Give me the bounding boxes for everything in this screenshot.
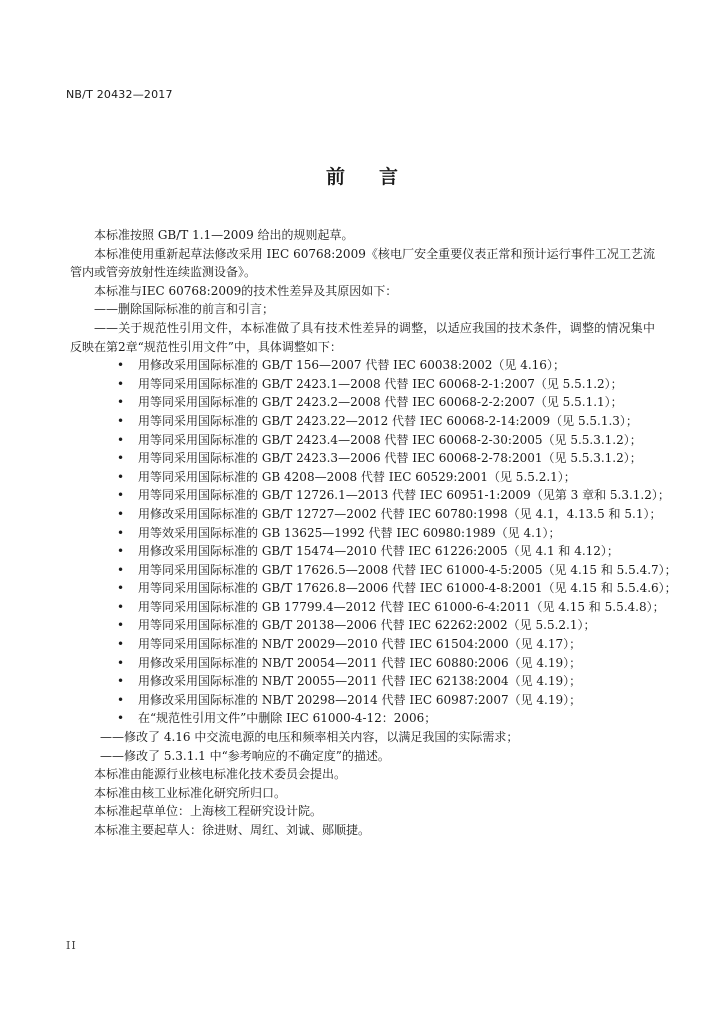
paragraph: ——删除国际标准的前言和引言； [94,302,275,317]
list-item: • 用等同采用国际标准的 GB/T 2423.4—2008 代替 IEC 60068-2-30:2005（见 5.5.3.1.2）； [70,431,655,450]
list-item: • 用等效采用国际标准的 GB 13625—1992 代替 IEC 60980:1989（见 4.1）； [70,524,655,543]
list-item: • 用等同采用国际标准的 GB/T 2423.1—2008 代替 IEC 60068-2-1:2007（见 5.5.1.2）； [70,375,655,394]
list-item: • 用等同采用国际标准的 GB/T 17626.5—2008 代替 IEC 61000-4-5:2005（见 4.15 和 5.5.4.7）； [70,561,655,580]
list-item: • 用等同采用国际标准的 GB/T 20138—2006 代替 IEC 62262:2002（见 5.5.2.1）； [70,616,655,635]
bullet-icon: • [117,599,125,614]
bullet-icon: • [117,692,125,707]
bullet-icon: • [117,395,125,410]
paragraph: 本标准主要起草人：徐进财、周红、刘诚、郧顺捷。 [94,823,371,837]
list-item: • 用修改采用国际标准的 GB/T 12727—2002 代替 IEC 60780:1998（见 4.1，4.13.5 和 5.1）； [70,505,655,524]
bullet-icon: • [117,506,125,521]
paragraph: 本标准与IEC 60768:2009的技术性差异及其原因如下： [94,283,398,298]
list-item: • 用修改采用国际标准的 NB/T 20298—2014 代替 IEC 60987:2007（见 4.19）； [70,691,655,710]
list-item: • 在“规范性引用文件”中删除 IEC 61000-4-12：2006； [70,709,655,728]
bullet-icon: • [117,469,125,484]
list-item: • 用等同采用国际标准的 NB/T 20029—2010 代替 IEC 61504:2000（见 4.17）； [70,635,655,654]
bullet-icon: • [117,637,125,652]
bullet-icon: • [117,376,125,391]
bullet-icon: • [117,432,125,447]
list-item: • 用等同采用国际标准的 GB 17799.4—2012 代替 IEC 61000-6-4:2011（见 4.15 和 5.5.4.8）； [70,598,655,617]
bullet-icon: • [117,674,125,689]
list-item: • 用修改采用国际标准的 NB/T 20054—2011 代替 IEC 60880:2006（见 4.19）； [70,654,655,673]
bullet-icon: • [117,451,125,466]
list-item: • 用等同采用国际标准的 GB/T 2423.2—2008 代替 IEC 60068-2-2:2007（见 5.5.1.1）； [70,393,655,412]
title-char-2: 言 [379,166,399,188]
page-number: II [66,939,77,952]
paragraph: 本标准起草单位：上海核工程研究设计院。 [94,804,323,819]
paragraph: 本标准由能源行业核电标准化技术委员会提出。 [94,767,347,782]
bullet-icon: • [117,711,125,726]
bullet-icon: • [117,358,125,373]
bullet-icon: • [117,618,125,633]
paragraph: ——关于规范性引用文件，本标准做了具有技术性差异的调整，以适应我国的技术条件，调整的情况集中反映在第2章“规范性引用文件”中，具体调整如下： [70,320,655,354]
list-item: • 用等同采用国际标准的 GB 4208—2008 代替 IEC 60529:2001（见 5.5.2.1）； [70,468,655,487]
list-item: • 用修改采用国际标准的 GB/T 15474—2010 代替 IEC 61226:2005（见 4.1 和 4.12）； [70,542,655,561]
list-item: • 用等同采用国际标准的 GB/T 17626.8—2006 代替 IEC 61000-4-8:2001（见 4.15 和 5.5.4.6）； [70,579,655,598]
page-title [0,162,724,189]
list-item: • 用等同采用国际标准的 GB/T 2423.22—2012 代替 IEC 60068-2-14:2009（见 5.5.1.3）； [70,412,655,431]
document-number: NB/T 20432—2017 [66,88,173,101]
paragraph: 本标准按照 GB/T 1.1—2009 给出的规则起草。 [94,228,354,242]
title-char-1: 前 [325,166,345,188]
dash-item: ——修改了 5.3.1.1 中“参考响应的不确定度”的描述。 [100,748,390,763]
bullet-icon: • [117,655,125,670]
paragraph: 本标准由核工业标准化研究所归口。 [94,785,287,800]
bullet-icon: • [117,562,125,577]
list-item: • 用等同采用国际标准的 GB/T 2423.3—2006 代替 IEC 60068-2-78:2001（见 5.5.3.1.2）； [70,449,655,468]
bullet-icon: • [117,413,125,428]
list-item: • 用修改采用国际标准的 GB/T 156—2007 代替 IEC 60038:2002（见 4.16）； [70,356,655,375]
bullet-icon: • [117,488,125,503]
list-item: • 用等同采用国际标准的 GB/T 12726.1—2013 代替 IEC 60951-1:2009（见第 3 章和 5.3.1.2）； [70,486,655,505]
dash-item: ——修改了 4.16 中交流电源的电压和频率相关内容，以满足我国的实际需求； [100,730,519,745]
paragraph: 本标准使用重新起草法修改采用 IEC 60768:2009《核电厂安全重要仪表正常和预计运行事件工况工艺流管内或管旁放射性连续监测设备》。 [70,246,655,280]
foreword-body [70,226,677,840]
bullet-icon: • [117,581,125,596]
list-item: • 用修改采用国际标准的 NB/T 20055—2011 代替 IEC 62138:2004（见 4.19）； [70,672,655,691]
bullet-icon: • [117,544,125,559]
bullet-icon: • [117,525,125,540]
reference-adjustment-list [70,356,677,728]
